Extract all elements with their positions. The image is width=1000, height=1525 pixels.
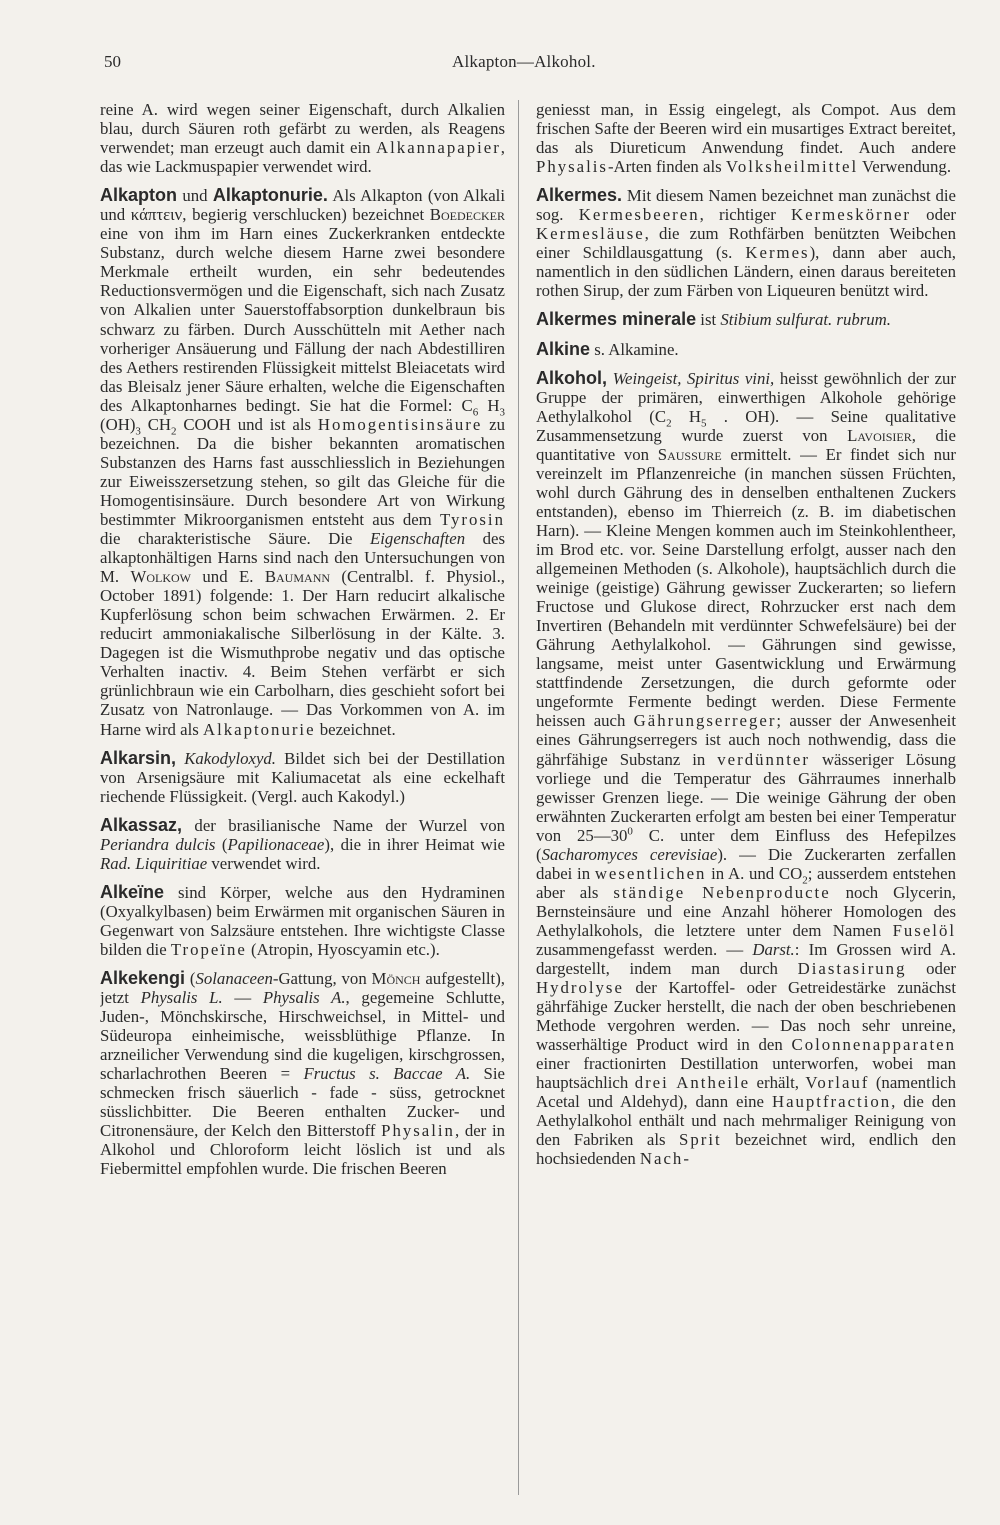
running-head: Alkapton—Alkohol. (452, 52, 596, 71)
paragraph-continuation: reine A. wird wegen seiner Eigenschaft, durch Alkalien blau, durch Säuren roth gefärbt zu werden, als Reagens verwendet; man erzeugt auch damit ein Alkannapapier, das wie Lackmuspapier verwendet wird. (100, 100, 505, 177)
entry-alkine: Alkine s. Alkamine. (536, 338, 679, 359)
entry-alkekengi: Alkekengi (Solanaceen-Gattung, von Mönch aufgestellt), jetzt Physalis L. — Physalis A., gegemeine Schlutte, Juden-, Mönchskirsche, Hirschweichsel, in Mittel- und Südeuropa einheimische, weissblüthige Pflanze. In arzneilicher Verwendung sind die kugeligen, kirschgrossen, scharlachrothen Beeren = Fructus s. Baccae A. Sie schmecken frisch säuerlich - fade - süss, getrocknet süsslichbitter. Die Beeren enthalten Zucker- und Citronensäure, der Kelch den Bitterstoff Physalin, der in Alkohol und Chloroform leicht löslich ist und als Fiebermittel empfohlen wurde. Die frischen Beeren (100, 968, 505, 1179)
column-divider (518, 100, 519, 1495)
entry-alkohol: Alkohol, Weingeist, Spiritus vini, heisst gewöhnlich der zur Gruppe der primären, einwerthigen Alkohole gehörige Aethylalkohol ($C_2$ $H_5$ . OH). — Seine qualitative Zusammensetzung wurde zuerst von Lavoisier, die quantitative von Saussure ermittelt. — Er findet sich nur vereinzelt im Pflanzenreiche (in manchen süssen Früchten, wohl durch Gährung des in denselben enthaltenen Zuckers entstanden), ebenso im Thierreich (z. B. im diabetischen Harn). — Kleine Mengen kommen auch im Steinkohlentheer, im Brod etc. vor. Seine Darstellung erfolgt, ausser nach den allgemeinen Methoden (s. Alkohole), hauptsächlich durch die weinige (geistige) Gährung gewisser Zuckerarten; so liefern Fructose und Glukose direct, Rohrzucker erst nach dem Invertiren (Behandeln mit verdünnter Schwefelsäure) bei der Gährung Aethylalkohol. — Gährungen sind gewisse, langsame, meist unter Gasentwicklung und Erwärmung stattfindende Zersetzungen, die durch geformte oder ungeformte Fermente bedingt werden. Diese Fermente heissen auch Gährungserreger; ausser der Anwesenheit eines Gährungserregers ist auch noch nothwendig, dass die gährfähige Substanz in verdünnter wässeriger Lösung vorliege und die Temperatur des Gährraumes innerhalb gewisser Grenzen liege. — Die weinige Gährung der oben erwähnten Zuckerarten erfolgt am besten bei einer Temperatur von $25—30^0$ C. unter dem Einfluss des Hefepilzes (Sacharomyces cerevisiae). — Die Zuckerarten zerfallen dabei in wesentlichen in A. und $CO_2$; ausserdem entstehen aber als ständige Nebenproducte noch Glycerin, Bernsteinsäure und eine Anzahl höherer Homologen des Aethylalkohols, die letztere unter dem Namen Fuselöl zusammengefasst werden. — Darst.: Im Grossen wird A. dargestellt, indem man durch Diastasirung oder Hydrolyse der Kartoffel- oder Getreidestärke zunächst gährfähige Zucker herstellt, die nach der oben beschriebenen Methode vergohren werden. — Das noch sehr unreine, wasserhältige Product wird in den Colonnenapparaten einer fractionirten Destillation unterworfen, wobei man hauptsächlich drei Antheile erhält, Vorlauf (namentlich Acetal und Aldehyd), dann eine Hauptfraction, die den Aethylalkohol enthält und nach mehrmaliger Reinigung von den Fabriken als Sprit bezeichnet wird, endlich den hochsiedenden Nach- (536, 367, 956, 1169)
headword-alkarsin: Alkarsin, (100, 747, 177, 768)
left-column (100, 100, 505, 1495)
headword-alkapton: Alkapton (100, 185, 178, 206)
entry-alkermes-minerale: Alkermes minerale ist Stibium sulfurat. rubrum. (536, 309, 891, 330)
headword-alkeine: Alkeïne (100, 881, 165, 902)
entry-alkermes: Alkermes. Mit diesem Namen bezeichnet man zunächst die sog. Kermesbeeren, richtiger Kermeskörner oder Kermesläuse, die zum Rothfärben benützten Weibchen einer Schildlausgattung (s. Kermes), dann aber auch, namentlich in den südlichen Ländern, einen daraus bereiteten rothen Sirup, der zum Färben von Liqueuren benützt wird. (536, 185, 956, 301)
headword-alkine: Alkine (536, 338, 591, 359)
entry-alkeine: Alkeïne sind Körper, welche aus den Hydraminen (Oxyalkylbasen) beim Erwärmen mit organischen Säuren in Gegenwart von Salzsäure entstehen. Ihre wichtigste Classe bilden die Tropeïne (Atropin, Hyoscyamin etc.). (100, 881, 505, 959)
entry-alkarsin: Alkarsin, Kakodyloxyd. Bildet sich bei der Destillation von Arsenigsäure mit Kaliumacetat als eine eckelhaft riechende Flüssigkeit. (Vergl. auch Kakodyl.) (100, 747, 505, 806)
headword-alkohol: Alkohol, (536, 367, 607, 388)
paragraph-continuation-right: geniesst man, in Essig eingelegt, als Compot. Aus dem frischen Safte der Beeren wird ein musartiges Extract bereitet, das als Diureticum Anwendung findet. Auch andere Physalis-Arten finden als Volksheilmittel Verwendung. (536, 100, 956, 177)
headword-alkermes-minerale: Alkermes minerale (536, 309, 697, 330)
entry-alkapton: Alkapton und Alkaptonurie. Als Alkapton (von Alkali und κάπτειν, begierig verschlucken) bezeichnet Boedecker eine von ihm im Harn eines Zuckerkranken entdeckte Substanz, durch welche diesem Harne zwei besondere Merkmale ertheilt wurden, ein sehr bedeutendes Reductionsvermögen und die Eigenschaft, sich nach Zusatz von Alkalien unter Sauerstoffabsorption dunkelbraun bis schwarz zu färben. Durch Ausschütteln mit Aether nach vorheriger Ansäuerung und Fällung der nach Abdestilliren des Aethers restirenden Flüssigkeit mittelst Bleiacetats wird das Bleisalz jener Säure erhalten, welche die Eigenschaften des Alkaptonharnes bedingt. Sie hat die Formel: $C_6$ $H_3$ $(OH)_3$ $CH_2$ COOH und ist als Homogentisinsäure zu bezeichnen. Da die bisher bekannten aromatischen Substanzen des Harns fast ausschliesslich in Beziehungen zur Eiweisszersetzung stehen, so gilt das Gleiche für die Homogentisinsäure. Durch besondere Art von Wirkung bestimmter Mikroorganismen entsteht aus dem Tyrosin die charakteristische Säure. Die Eigenschaften des alkaptonhältigen Harns sind nach den Untersuchungen von M. Wolkow und E. Baumann (Centralbl. f. Physiol., October 1891) folgende: 1. Der Harn reducirt alkalische Kupferlösung schon beim schwachen Erwärmen. 2. Er reducirt ammoniakalische Silberlösung in der Kälte. 3. Dagegen ist die Wismuthprobe negativ und das optische Verhalten inactiv. 4. Beim Stehen verfärbt er sich grünlichbraun wie ein Carbolharn, dies geschieht sofort bei Zusatz von Natronlauge. — Das Vorkommen von A. im Harne wird als Alkaptonurie bezeichnet. (100, 185, 505, 739)
headword-alkassaz: Alkassaz, (100, 814, 183, 835)
headword-alkaptonurie: Alkaptonurie. (212, 185, 328, 206)
right-column (536, 100, 956, 1495)
entry-alkassaz: Alkassaz, der brasilianische Name der Wurzel von Periandra dulcis (Papilionaceae), die in ihrer Heimat wie Rad. Liquiritiae verwendet wird. (100, 814, 505, 873)
headword-alkekengi: Alkekengi (100, 968, 186, 989)
headword-alkermes: Alkermes. (536, 185, 623, 206)
page-number: 50 (104, 52, 121, 71)
